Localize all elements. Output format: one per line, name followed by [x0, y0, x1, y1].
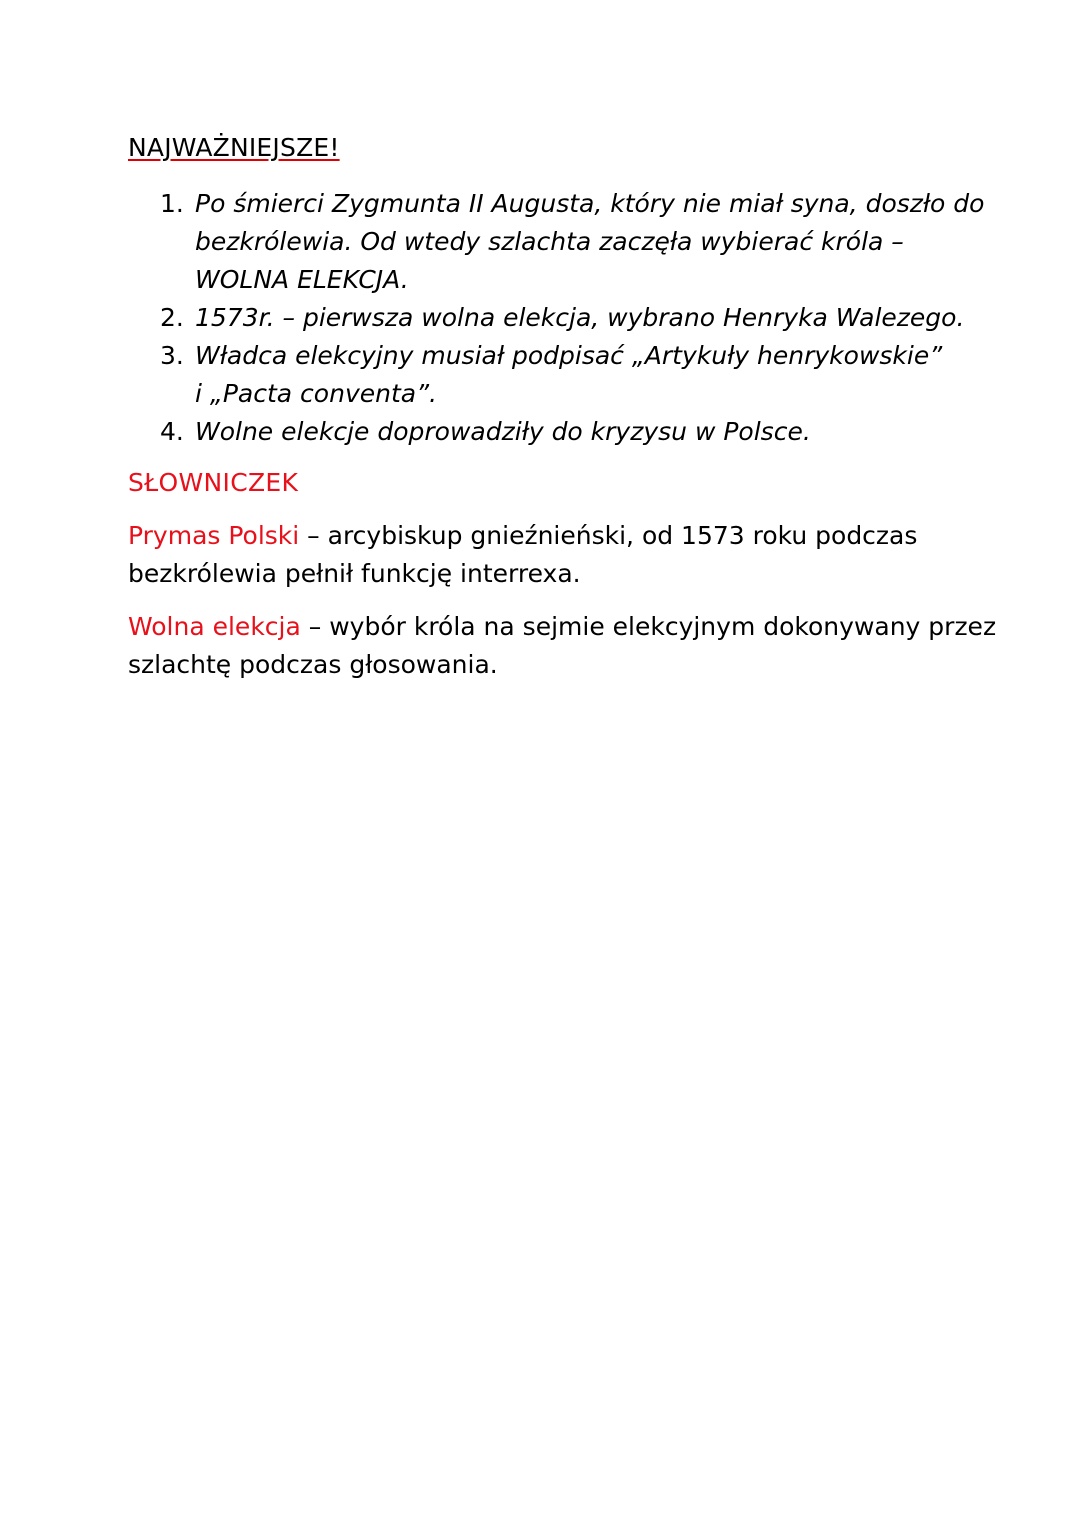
glossary-heading: SŁOWNICZEK [128, 468, 299, 497]
list-item-line: Po śmierci Zygmunta II Augusta, który nie miał syna, doszło do [195, 189, 985, 218]
list-item-line: WOLNA ELEKCJA. [195, 265, 409, 294]
glossary-entry-wolna-elekcja [128, 608, 997, 684]
list-item [160, 299, 965, 337]
list-item-line: i „Pacta conventa”. [195, 379, 437, 408]
glossary-entry-line [128, 517, 978, 555]
key-points-list [160, 185, 985, 451]
glossary-definition: szlachtę podczas głosowania. [128, 650, 498, 679]
glossary-definition: bezkrólewia pełnił funkcję interrexa. [128, 559, 581, 588]
glossary-entry-line [128, 608, 997, 646]
glossary-term: Wolna elekcja [128, 612, 301, 641]
list-item-number: 3. [160, 341, 184, 370]
list-item-number: 4. [160, 417, 184, 446]
glossary-term: Prymas Polski [128, 521, 300, 550]
glossary-entry-prymas [128, 517, 978, 593]
main-heading: NAJWAŻNIEJSZE! [128, 133, 340, 162]
list-item-line: Władca elekcyjny musiał podpisać „Artykuły henrykowskie” [195, 341, 943, 370]
glossary-definition: – wybór króla na sejmie elekcyjnym dokonywany przez [300, 612, 997, 641]
list-item [160, 185, 985, 299]
list-item-line: Wolne elekcje doprowadziły do kryzysu w Polsce. [195, 417, 811, 446]
list-item-line: bezkrólewia. Od wtedy szlachta zaczęła wybierać króla – [195, 227, 904, 256]
list-item [160, 413, 960, 451]
list-item-line: 1573r. – pierwsza wolna elekcja, wybrano Henryka Walezego. [195, 303, 965, 332]
list-item-number: 1. [160, 189, 184, 218]
glossary-definition: – arcybiskup gnieźnieński, od 1573 roku podczas [299, 521, 918, 550]
list-item-number: 2. [160, 303, 184, 332]
list-item [160, 337, 960, 413]
